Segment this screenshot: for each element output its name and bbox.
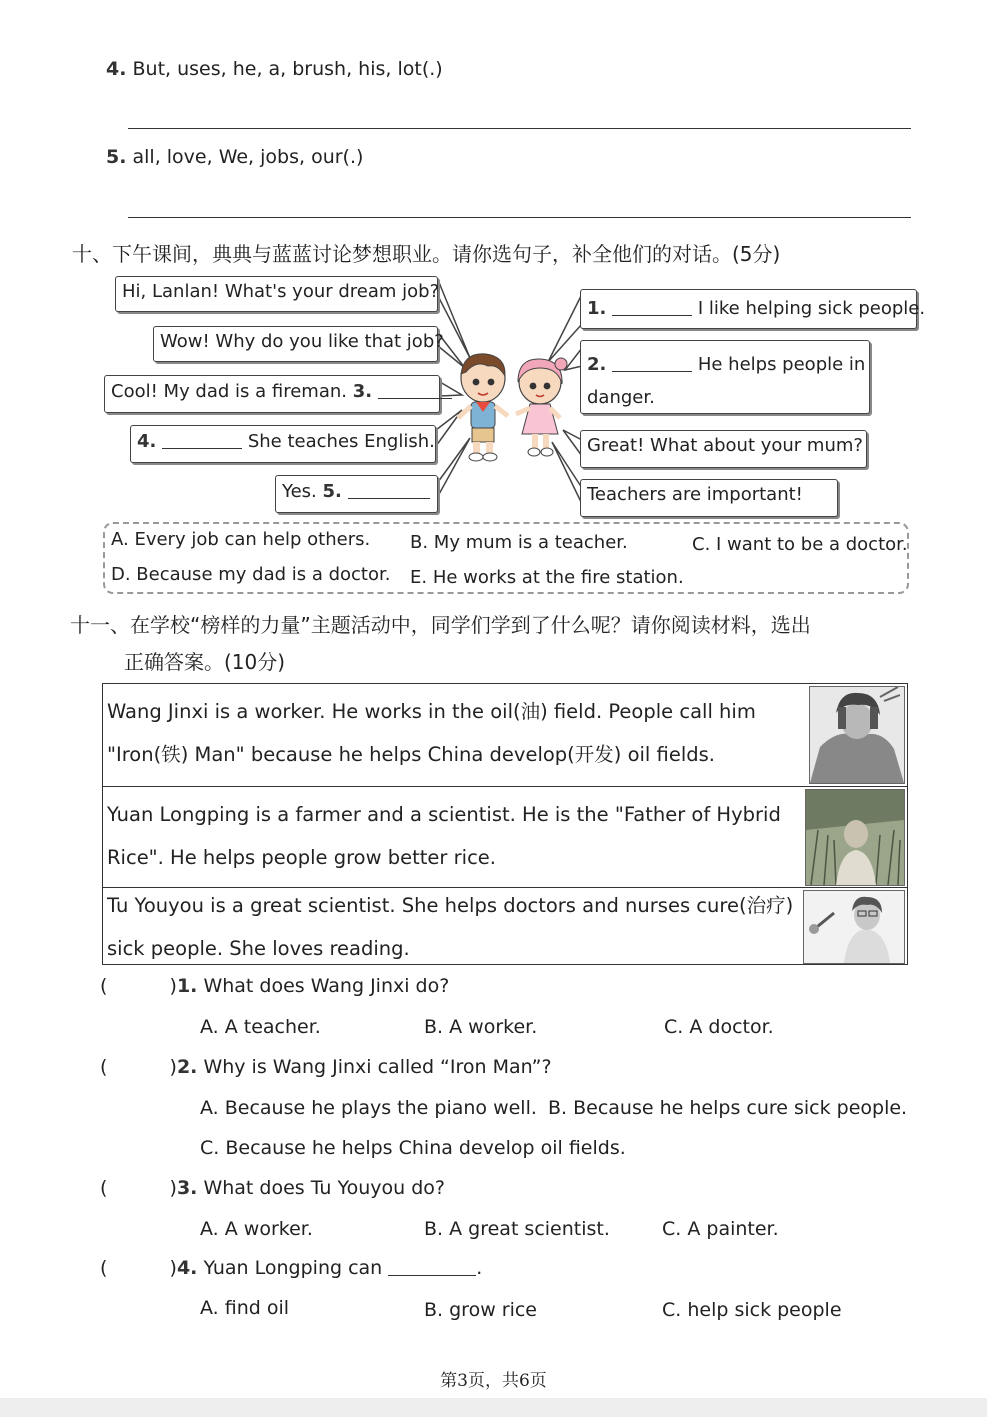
- q3-option-b: B. A great scientist.: [424, 1218, 610, 1240]
- answer-paren-open: (: [100, 975, 108, 997]
- mc-question-4: [100, 1257, 900, 1279]
- question-text: But, uses, he, a, brush, his, lot(.): [132, 58, 443, 80]
- speech-bubble-right-3: [580, 430, 867, 468]
- answer-line-5[interactable]: [128, 217, 911, 218]
- q4-option-c: C. help sick people: [662, 1299, 842, 1321]
- bubble-text: Hi, Lanlan! What's your dream job?: [122, 281, 440, 302]
- bubble-text: I like helping sick people.: [697, 298, 926, 319]
- section-11-title-line2: 正确答案。(10分): [124, 650, 286, 674]
- answer-blank-2[interactable]: [612, 353, 692, 372]
- mc-question-2: [100, 1056, 900, 1078]
- blank-number-1: 1.: [587, 298, 607, 319]
- q4-option-a: A. find oil: [200, 1297, 290, 1319]
- answer-paren-close: ): [169, 1056, 177, 1078]
- passage-tu-youyou: [103, 888, 907, 964]
- blank-number-4: 4.: [137, 431, 157, 452]
- girl-character-icon: [508, 356, 570, 460]
- blank-number-2: 2.: [587, 354, 607, 375]
- answer-paren-open: (: [100, 1056, 108, 1078]
- bubble-text: Yes.: [282, 481, 323, 502]
- mc-question-1: [100, 975, 900, 997]
- answer-line-4[interactable]: [128, 128, 911, 129]
- answer-paren-open: (: [100, 1177, 108, 1199]
- bubble-text: Cool! My dad is a fireman.: [111, 381, 353, 402]
- bubble-text: Teachers are important!: [587, 484, 803, 505]
- question-number: 3.: [176, 1177, 198, 1199]
- wang-jinxi-photo: [809, 686, 905, 784]
- passage-line: Tu Youyou is a great scientist. She helps doctors and nurses cure(治疗): [107, 894, 794, 917]
- answer-blank-4[interactable]: [162, 430, 242, 449]
- speech-bubble-right-4: [580, 479, 838, 517]
- bubble-text: Wow! Why do you like that job?: [160, 331, 444, 352]
- speech-bubble-left-3: [104, 375, 440, 413]
- passage-line: sick people. She loves reading.: [107, 937, 410, 960]
- passage-line: Yuan Longping is a farmer and a scientist. He is the "Father of Hybrid: [107, 803, 781, 826]
- passage-line: "Iron(铁) Man" because he helps China develop(开发) oil fields.: [107, 743, 715, 766]
- speech-bubble-left-2: [153, 326, 444, 362]
- option-e: E. He works at the fire station.: [410, 567, 684, 588]
- section-10-title: 十、下午课间，典典与蓝蓝讨论梦想职业。请你选句子，补全他们的对话。(5分): [72, 242, 781, 266]
- option-c: C. I want to be a doctor.: [692, 534, 908, 555]
- question-text: Yuan Longping can: [203, 1257, 389, 1279]
- blank-number-3: 3.: [352, 381, 373, 402]
- scramble-question-5: [106, 146, 363, 168]
- page-bottom-divider: [0, 1398, 987, 1417]
- bubble-text: Great! What about your mum?: [587, 435, 863, 456]
- answer-blank-5[interactable]: [348, 480, 430, 499]
- passage-line: Rice". He helps people grow better rice.: [107, 846, 496, 869]
- page-number: 第3页，共6页: [440, 1371, 547, 1391]
- answer-blank-3[interactable]: [378, 380, 452, 399]
- yuan-longping-photo: [805, 789, 905, 886]
- question-text: What does Wang Jinxi do?: [203, 975, 450, 997]
- speech-bubble-right-1: [580, 289, 926, 329]
- option-a: A. Every job can help others.: [111, 529, 371, 550]
- question-number: 4.: [176, 1257, 198, 1279]
- passage-yuan-longping: [103, 787, 907, 888]
- answer-paren-open: (: [100, 1257, 108, 1279]
- option-d: D. Because my dad is a doctor.: [111, 564, 391, 585]
- question-text: Why is Wang Jinxi called “Iron Man”?: [203, 1056, 552, 1078]
- tu-youyou-photo: [803, 890, 905, 964]
- option-b: B. My mum is a teacher.: [410, 532, 628, 553]
- question-text: What does Tu Youyou do?: [203, 1177, 445, 1199]
- q4-option-b: B. grow rice: [424, 1299, 537, 1321]
- q1-option-c: C. A doctor.: [664, 1016, 774, 1038]
- q1-option-b: B. A worker.: [424, 1016, 538, 1038]
- bubble-text: He helps people in: [697, 354, 866, 375]
- answer-paren-close: ): [169, 1177, 177, 1199]
- speech-bubble-right-2: [580, 340, 870, 414]
- question-number: 1.: [176, 975, 198, 997]
- speech-bubble-left-1: [115, 276, 438, 312]
- q2-option-b: B. Because he helps cure sick people.: [548, 1097, 908, 1119]
- question-text-end: .: [476, 1257, 483, 1279]
- reading-material-table: [102, 683, 908, 965]
- bubble-text-line2: danger.: [587, 387, 655, 408]
- fill-blank-q4[interactable]: [388, 1257, 476, 1276]
- mc-question-3: [100, 1177, 900, 1199]
- question-number: 5.: [106, 146, 127, 168]
- scramble-question-4: [106, 58, 443, 80]
- q3-option-c: C. A painter.: [662, 1218, 779, 1240]
- answer-paren-close: ): [169, 1257, 177, 1279]
- question-text: all, love, We, jobs, our(.): [132, 146, 364, 168]
- blank-number-5: 5.: [322, 481, 342, 502]
- answer-paren-close: ): [169, 975, 177, 997]
- q2-option-a: A. Because he plays the piano well.: [200, 1097, 537, 1119]
- question-number: 2.: [176, 1056, 198, 1078]
- boy-character-icon: [452, 350, 514, 462]
- question-number: 4.: [106, 58, 127, 80]
- section-11-title: 十一、在学校“榜样的力量”主题活动中，同学们学到了什么呢？请你阅读材料，选出: [70, 613, 811, 637]
- speech-bubble-left-4: [130, 425, 436, 463]
- speech-bubble-left-5: [275, 475, 438, 513]
- q3-option-a: A. A worker.: [200, 1218, 313, 1240]
- bubble-text: She teaches English.: [247, 431, 435, 452]
- answer-blank-1[interactable]: [612, 297, 692, 316]
- passage-line: Wang Jinxi is a worker. He works in the oil(油) field. People call him: [107, 700, 756, 723]
- q1-option-a: A. A teacher.: [200, 1016, 321, 1038]
- q2-option-c: C. Because he helps China develop oil fields.: [200, 1137, 626, 1159]
- passage-wang-jinxi: [103, 684, 907, 787]
